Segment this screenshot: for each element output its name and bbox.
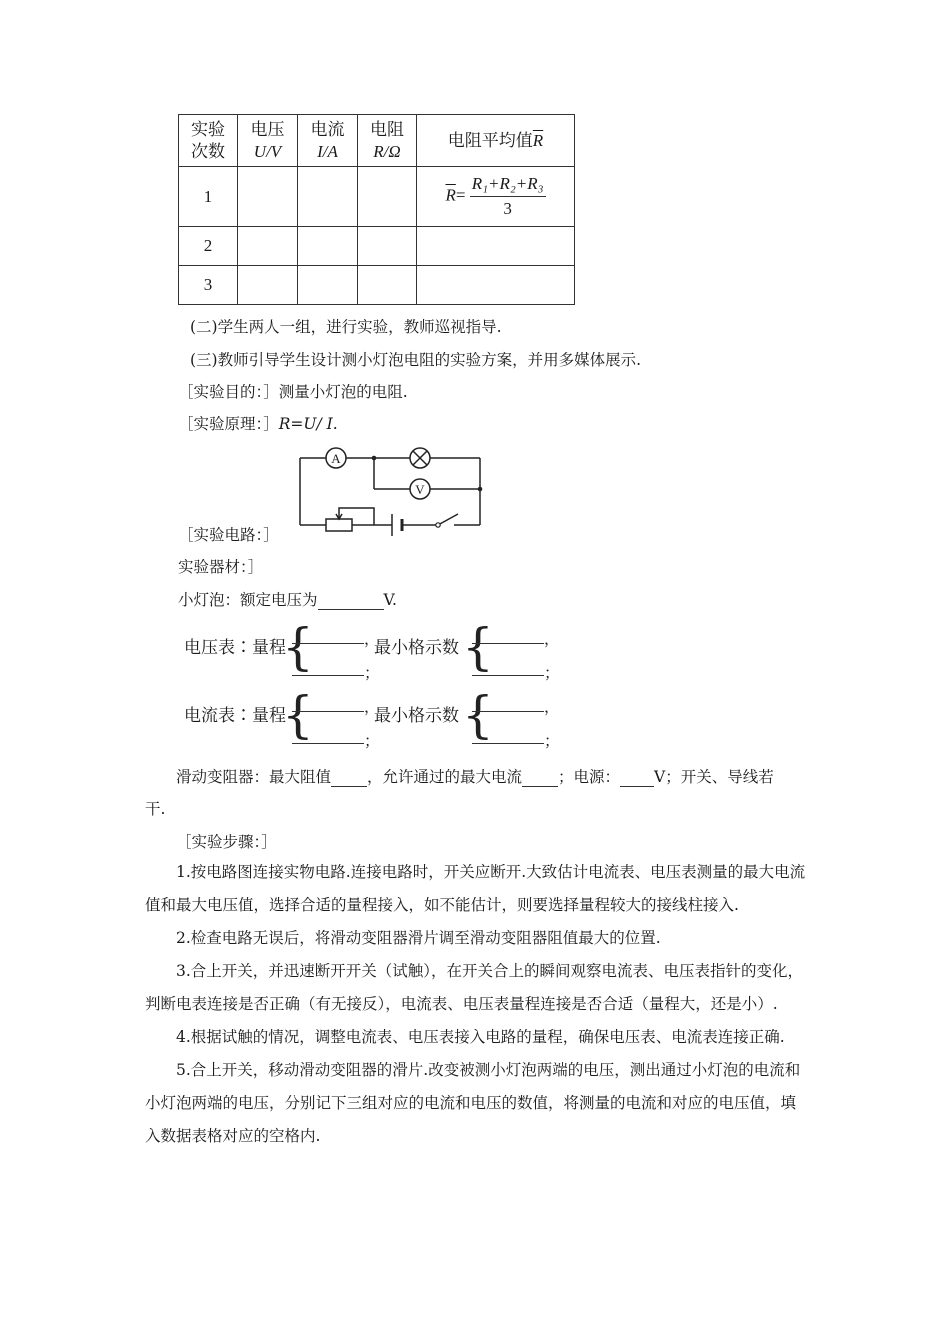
rheostat-line: 滑动变阻器：最大阻值 ，允许通过的最大电流 ；电源： V；开关、导线若 bbox=[176, 768, 774, 786]
brace: { bbox=[282, 686, 314, 744]
voltmeter-range-blank[interactable] bbox=[292, 675, 364, 676]
step-3: 3.合上开关，并迅速断开开关（试触），在开关合上的瞬间观察电流表、电压表指针的变化，判断电表连接是否正确（有无接反），电流表、电压表量程连接是否合适（量程大，还是小）. bbox=[145, 962, 804, 1013]
table-row: 2 bbox=[179, 227, 575, 266]
voltmeter-division-blank[interactable] bbox=[472, 643, 544, 644]
brace: { bbox=[282, 618, 314, 676]
header-resistance: 电阻 R/Ω bbox=[358, 115, 417, 167]
bulb-voltage-blank[interactable] bbox=[318, 609, 384, 610]
min-division-label: 最小格示数 bbox=[374, 706, 459, 726]
bulb-line: 小灯泡：额定电压为 V. bbox=[178, 591, 397, 609]
ammeter-division-blank[interactable] bbox=[472, 743, 544, 744]
table-row: 3 bbox=[179, 266, 575, 305]
header-voltage: 电压 U/V bbox=[238, 115, 298, 167]
ammeter-range-blank[interactable] bbox=[292, 711, 364, 712]
purpose-line: ［实验目的：］测量小灯泡的电阻. bbox=[178, 383, 408, 401]
ammeter-range-blank[interactable] bbox=[292, 743, 364, 744]
data-table bbox=[178, 114, 575, 305]
brace: { bbox=[462, 686, 494, 744]
table-header-row bbox=[179, 115, 575, 167]
power-voltage-blank[interactable] bbox=[620, 786, 654, 787]
step-1: 1.按电路图连接实物电路.连接电路时，开关应断开.大致估计电流表、电压表测量的最大电流值和最大电压值，选择合适的量程接入，如不能估计，则要选择量程较大的接线柱接入. bbox=[145, 863, 806, 914]
rheostat-line-end: 干. bbox=[145, 800, 166, 818]
ammeter-division-blank[interactable] bbox=[472, 711, 544, 712]
voltmeter-label: V bbox=[415, 482, 425, 497]
min-division-label: 最小格示数 bbox=[374, 638, 459, 658]
header-average-resistance: 电阻平均值$\overline{R}$ bbox=[417, 115, 575, 167]
brace: { bbox=[462, 618, 494, 676]
step-5: 5.合上开关，移动滑动变阻器的滑片.改变被测小灯泡两端的电压，测出通过小灯泡的电流和小灯泡两端的电压，分别记下三组对应的电流和电压的数值，将测量的电流和对应的电压值，填入数据表格对应的空格内. bbox=[145, 1061, 801, 1145]
ammeter-range-label: 电流表∶量程 bbox=[184, 706, 286, 726]
steps-list bbox=[145, 856, 810, 1153]
max-resistance-blank[interactable] bbox=[331, 786, 367, 787]
steps-label: ［实验步骤：］ bbox=[176, 833, 277, 851]
voltmeter-range-label: 电压表∶量程 bbox=[184, 638, 286, 658]
voltmeter-range-blank[interactable] bbox=[292, 643, 364, 644]
average-formula: $\overline{R}=$ $\frac{\text{R₁+R₂+R₃}}{3}$ bbox=[417, 167, 575, 227]
table-row: 1 $\overline{R}=$ $\frac{\text{R₁+R₂+R₃}}{3}$ bbox=[179, 167, 575, 227]
step-2: 2.检查电路无误后，将滑动变阻器滑片调至滑动变阻器阻值最大的位置. bbox=[176, 929, 661, 947]
materials-label: 实验器材：］ bbox=[178, 558, 264, 576]
step-4: 4.根据试触的情况，调整电流表、电压表接入电路的量程，确保电压表、电流表连接正确. bbox=[176, 1028, 785, 1046]
header-current: 电流 I/A bbox=[298, 115, 358, 167]
max-current-blank[interactable] bbox=[522, 786, 558, 787]
circuit-diagram bbox=[290, 440, 490, 540]
circuit-label: ［实验电路：］ bbox=[178, 526, 279, 544]
text-line: (三)教师引导学生设计测小灯泡电阻的实验方案，并用多媒体展示. bbox=[190, 351, 642, 369]
ammeter-label: A bbox=[331, 451, 341, 466]
text-line: (二)学生两人一组，进行实验，教师巡视指导. bbox=[190, 318, 502, 336]
header-trial: 实验 次数 bbox=[179, 115, 238, 167]
principle-line: ［实验原理：］R=U/ I. bbox=[178, 415, 338, 433]
voltmeter-division-blank[interactable] bbox=[472, 675, 544, 676]
